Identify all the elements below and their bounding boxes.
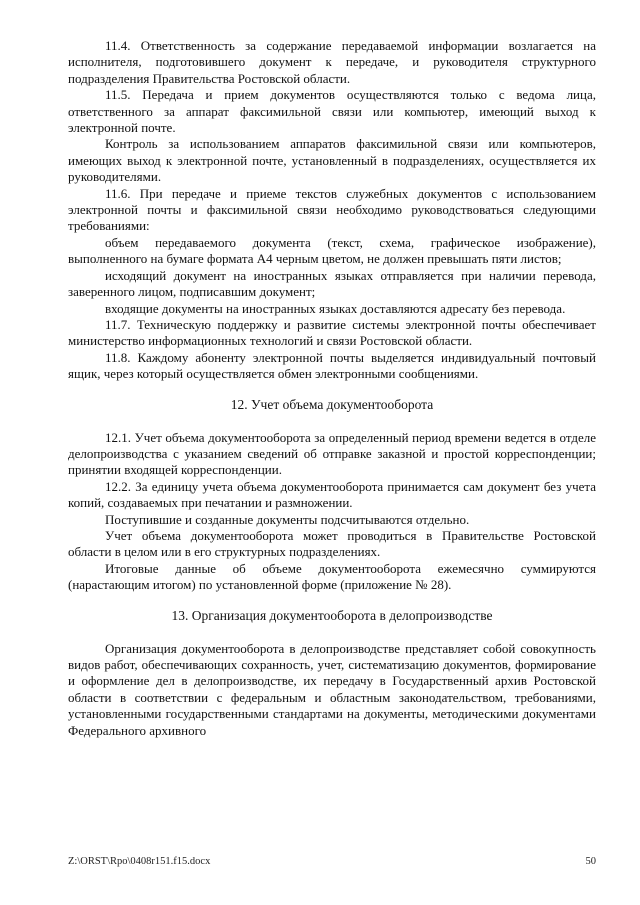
- paragraph-11-5: 11.5. Передача и прием документов осуществляются только с ведома лица, ответственного за аппарат факсимильной связи или компьютер, имеющий выход к электронной почте.: [68, 87, 596, 136]
- paragraph-monthly-totals: Итоговые данные об объеме документооборота ежемесячно суммируются (нарастающим итогом) по установленной форме (приложение № 28).: [68, 560, 596, 593]
- paragraph-counted-separately: Поступившие и созданные документы подсчитываются отдельно.: [105, 511, 470, 527]
- paragraph-requirement-volume: объем передаваемого документа (текст, схема, графическое изображение), выполненного на бумаге формата А4 черным цветом, не должен превышать пяти листов;: [68, 234, 596, 267]
- paragraph-organization: Организация документооборота в делопроизводстве представляет собой совокупность видов работ, обеспечивающих сохранность, учет, систематизацию документов, формирование и оформление дел в делопроизводстве, их передачу в Государственный архив Ростовской области в соответствии с федеральным и областным законодательством, требованиями, установленными государственными стандартами на документы, методическими документами Федерального архивного: [68, 640, 596, 738]
- paragraph-12-2: 12.2. За единицу учета объема документооборота принимается сам документ без учета копий, создаваемых при печатании и размножении.: [68, 478, 596, 511]
- paragraph-11-7: 11.7. Техническую поддержку и развитие системы электронной почты обеспечивает министерство информационных технологий и связи Ростовской области.: [68, 316, 596, 349]
- paragraph-control: Контроль за использованием аппаратов факсимильной связи или компьютеров, имеющих выход к электронной почте, установленный в подразделениях, осуществляется их руководителями.: [68, 136, 596, 185]
- page-number: 50: [585, 856, 596, 867]
- footer-file-path: Z:\ORST\Rpo\0408r151.f15.docx: [68, 856, 211, 867]
- paragraph-12-1: 12.1. Учет объема документооборота за определенный период времени ведется в отделе делопроизводства с указанием сведений об отправке заказной и простой корреспонденции; принятии входящей корреспонденции.: [68, 429, 596, 478]
- section-13-paragraphs: [68, 641, 596, 739]
- paragraph-11-4: 11.4. Ответственность за содержание передаваемой информации возлагается на исполнителя, подготовившего документ к передаче, и руководителя структурного подразделения Правительства Ростовской области.: [68, 38, 596, 86]
- section-heading-13: 13. Организация документооборота в делопроизводстве: [171, 607, 493, 623]
- document-page: [68, 38, 596, 739]
- paragraph-requirement-incoming: входящие документы на иностранных языках доставляются адресату без перевода.: [105, 300, 566, 316]
- section-11-paragraphs: [68, 38, 596, 383]
- paragraph-accounting-scope: Учет объема документооборота может проводиться в Правительстве Ростовской области в целом или в его структурных подразделениях.: [68, 527, 596, 560]
- paragraph-requirement-outgoing: исходящий документ на иностранных языках отправляется при наличии перевода, заверенного лицом, подписавшим документ;: [68, 267, 596, 300]
- section-heading-12: 12. Учет объема документооборота: [230, 396, 434, 412]
- paragraph-11-8: 11.8. Каждому абоненту электронной почты выделяется индивидуальный почтовый ящик, через который осуществляется обмен электронными сообщениями.: [68, 349, 596, 382]
- section-12-paragraphs: [68, 430, 596, 594]
- paragraph-11-6: 11.6. При передаче и приеме текстов служебных документов с использованием электронной почты и факсимильной связи необходимо руководствоваться следующими требованиями:: [68, 185, 596, 234]
